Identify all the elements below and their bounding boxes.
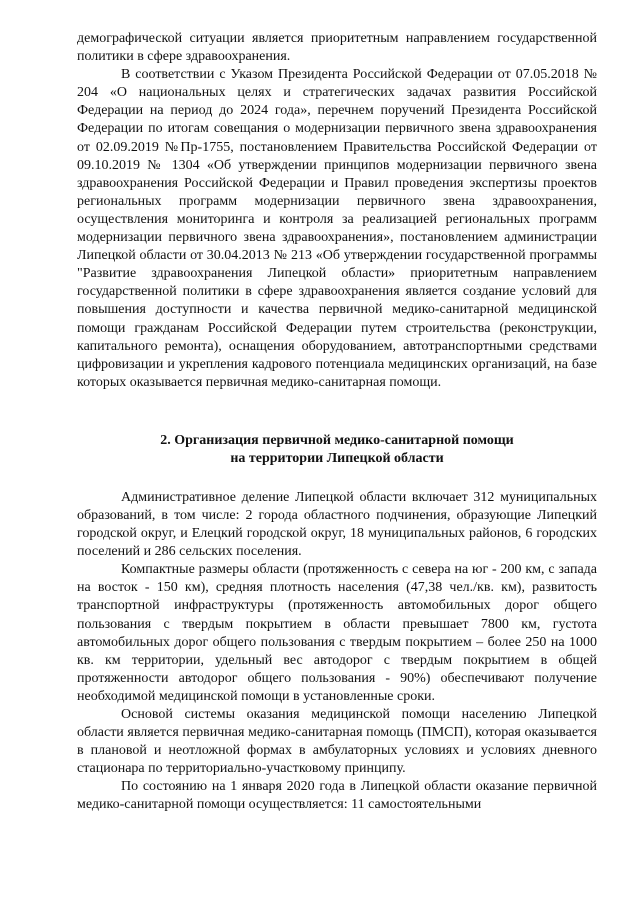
heading-spacer [77,469,597,489]
paragraph-region-size: Компактные размеры области (протяженность с севера на юг - 200 км, с запада на восток - 150 км), средняя плотность населения (47,38 чел./кв. км), развитость транспортной инфраструктуры (протяженность автомобильных дорог общего пользования с твердым покрытием в области превышает 7800 км, густота автомобильных дорог общего пользования с твердым покрытием – более 250 на 1000 кв. км территории, удельный вес автодорог с твердым покрытием в общей протяженности автодорог общего пользования - 90%) обеспечивают получение необходимой медицинской помощи в установленные сроки. [77,562,597,704]
paragraph-pmsp-basis: Основой системы оказания медицинской помощи населению Липецкой области является первичная медико-санитарная помощь (ПМСП), которая оказывается в плановой и неотложной формах в амбулаторных условиях и условиях дневного стационара по территориально-участковому принципу. [77,707,597,777]
document-body [77,30,597,815]
paragraph-administrative-division: Административное деление Липецкой области включает 312 муниципальных образований, в том числе: 2 города областного подчинения, образующие Липецкий городской округ, и Елецкий городской округ, 18 муниципальных районов, 6 городских поселений и 286 сельских поселения. [77,489,597,560]
section-heading-line-1: 2. Организация первичной медико-санитарной помощи [160,432,514,448]
paragraph-continuation: демографической ситуации является приоритетным направлением государственной политики в сфере здравоохранения. [77,31,597,65]
section-heading-line-2: на территории Липецкой области [230,451,444,467]
paragraph-status-2020: По состоянию на 1 января 2020 года в Липецкой области оказание первичной медико-санитарной помощи осуществляется: 11 самостоятельными [77,779,597,813]
section-spacer [77,392,597,432]
section-heading [77,432,597,469]
paragraph-legal-basis: В соответствии с Указом Президента Российской Федерации от 07.05.2018 № 204 «О национальных целях и стратегических задачах развития Российской Федерации на период до 2024 года», перечнем поручений Президента Российской Федерации по итогам совещания о модернизации первичного звена здравоохранения от 02.09.2019 №Пр-1755, постановлением Правительства Российской Федерации от 09.10.2019 № 1304 «Об утверждении принципов модернизации первичного звена здравоохранения Российской Федерации и Правил проведения экспертизы проектов региональных программ модернизации первичного звена здравоохранения, осуществления мониторинга и контроля за реализацией региональных программ модернизации первичного звена здравоохранения», постановлением администрации Липецкой области от 30.04.2013 № 213 «Об утверждении государственной программы "Развитие здравоохранения Липецкой области» приоритетным направлением государственной политики в сфере здравоохранения является создание условий для повышения доступности и качества первичной медико-санитарной медицинской помощи гражданам Российской Федерации путем строительства (реконструкции, капитального ремонта), оснащения оборудованием, автотранспортными средствами цифровизации и укрепления кадрового потенциала медицинских организаций, на базе которых оказывается первичная медико-санитарная помощи. [77,67,597,390]
